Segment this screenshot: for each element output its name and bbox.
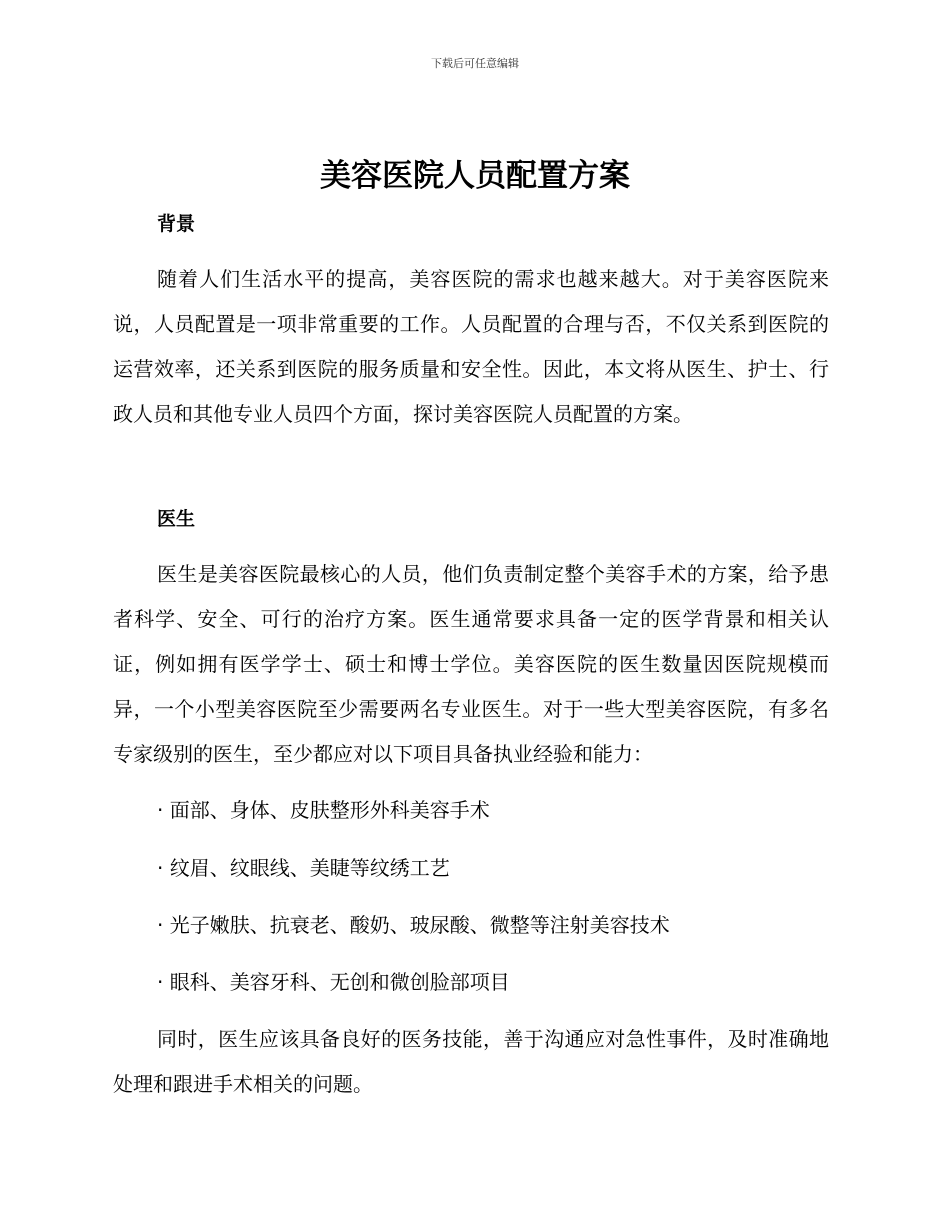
header-note: 下载后可任意编辑 [431,57,519,70]
bullet-item: · 眼科、美容牙科、无创和微创脸部项目 [157,970,510,994]
doctors-closing-paragraph: 同时，医生应该具备良好的医务技能，善于沟通应对急性事件，及时准确地处理和跟进手术相关的问题。 [113,1027,829,1096]
page-title: 美容医院人员配置方案 [320,158,630,194]
bullet-item: · 光子嫩肤、抗衰老、酸奶、玻尿酸、微整等注射美容技术 [157,913,670,937]
background-paragraph: 随着人们生活水平的提高，美容医院的需求也越来越大。对于美容医院来说，人员配置是一项非常重要的工作。人员配置的合理与否，不仅关系到医院的运营效率，还关系到医院的服务质量和安全性。因此，本文将从医生、护士、行政人员和其他专业人员四个方面，探讨美容医院人员配置的方案。 [113,267,829,426]
section-heading-background: 背景 [157,213,196,235]
doctors-paragraph: 医生是美容医院最核心的人员，他们负责制定整个美容手术的方案，给予患者科学、安全、可行的治疗方案。医生通常要求具备一定的医学背景和相关认证，例如拥有医学学士、硕士和博士学位。美容医院的医生数量因医院规模而异，一个小型美容医院至少需要两名专业医生。对于一些大型美容医院，有多名专家级别的医生，至少都应对以下项目具备执业经验和能力： [113,562,829,766]
bullet-item: · 纹眉、纹眼线、美睫等纹绣工艺 [157,856,450,880]
bullet-item: · 面部、身体、皮肤整形外科美容手术 [157,798,490,822]
section-heading-doctors: 医生 [157,508,196,530]
